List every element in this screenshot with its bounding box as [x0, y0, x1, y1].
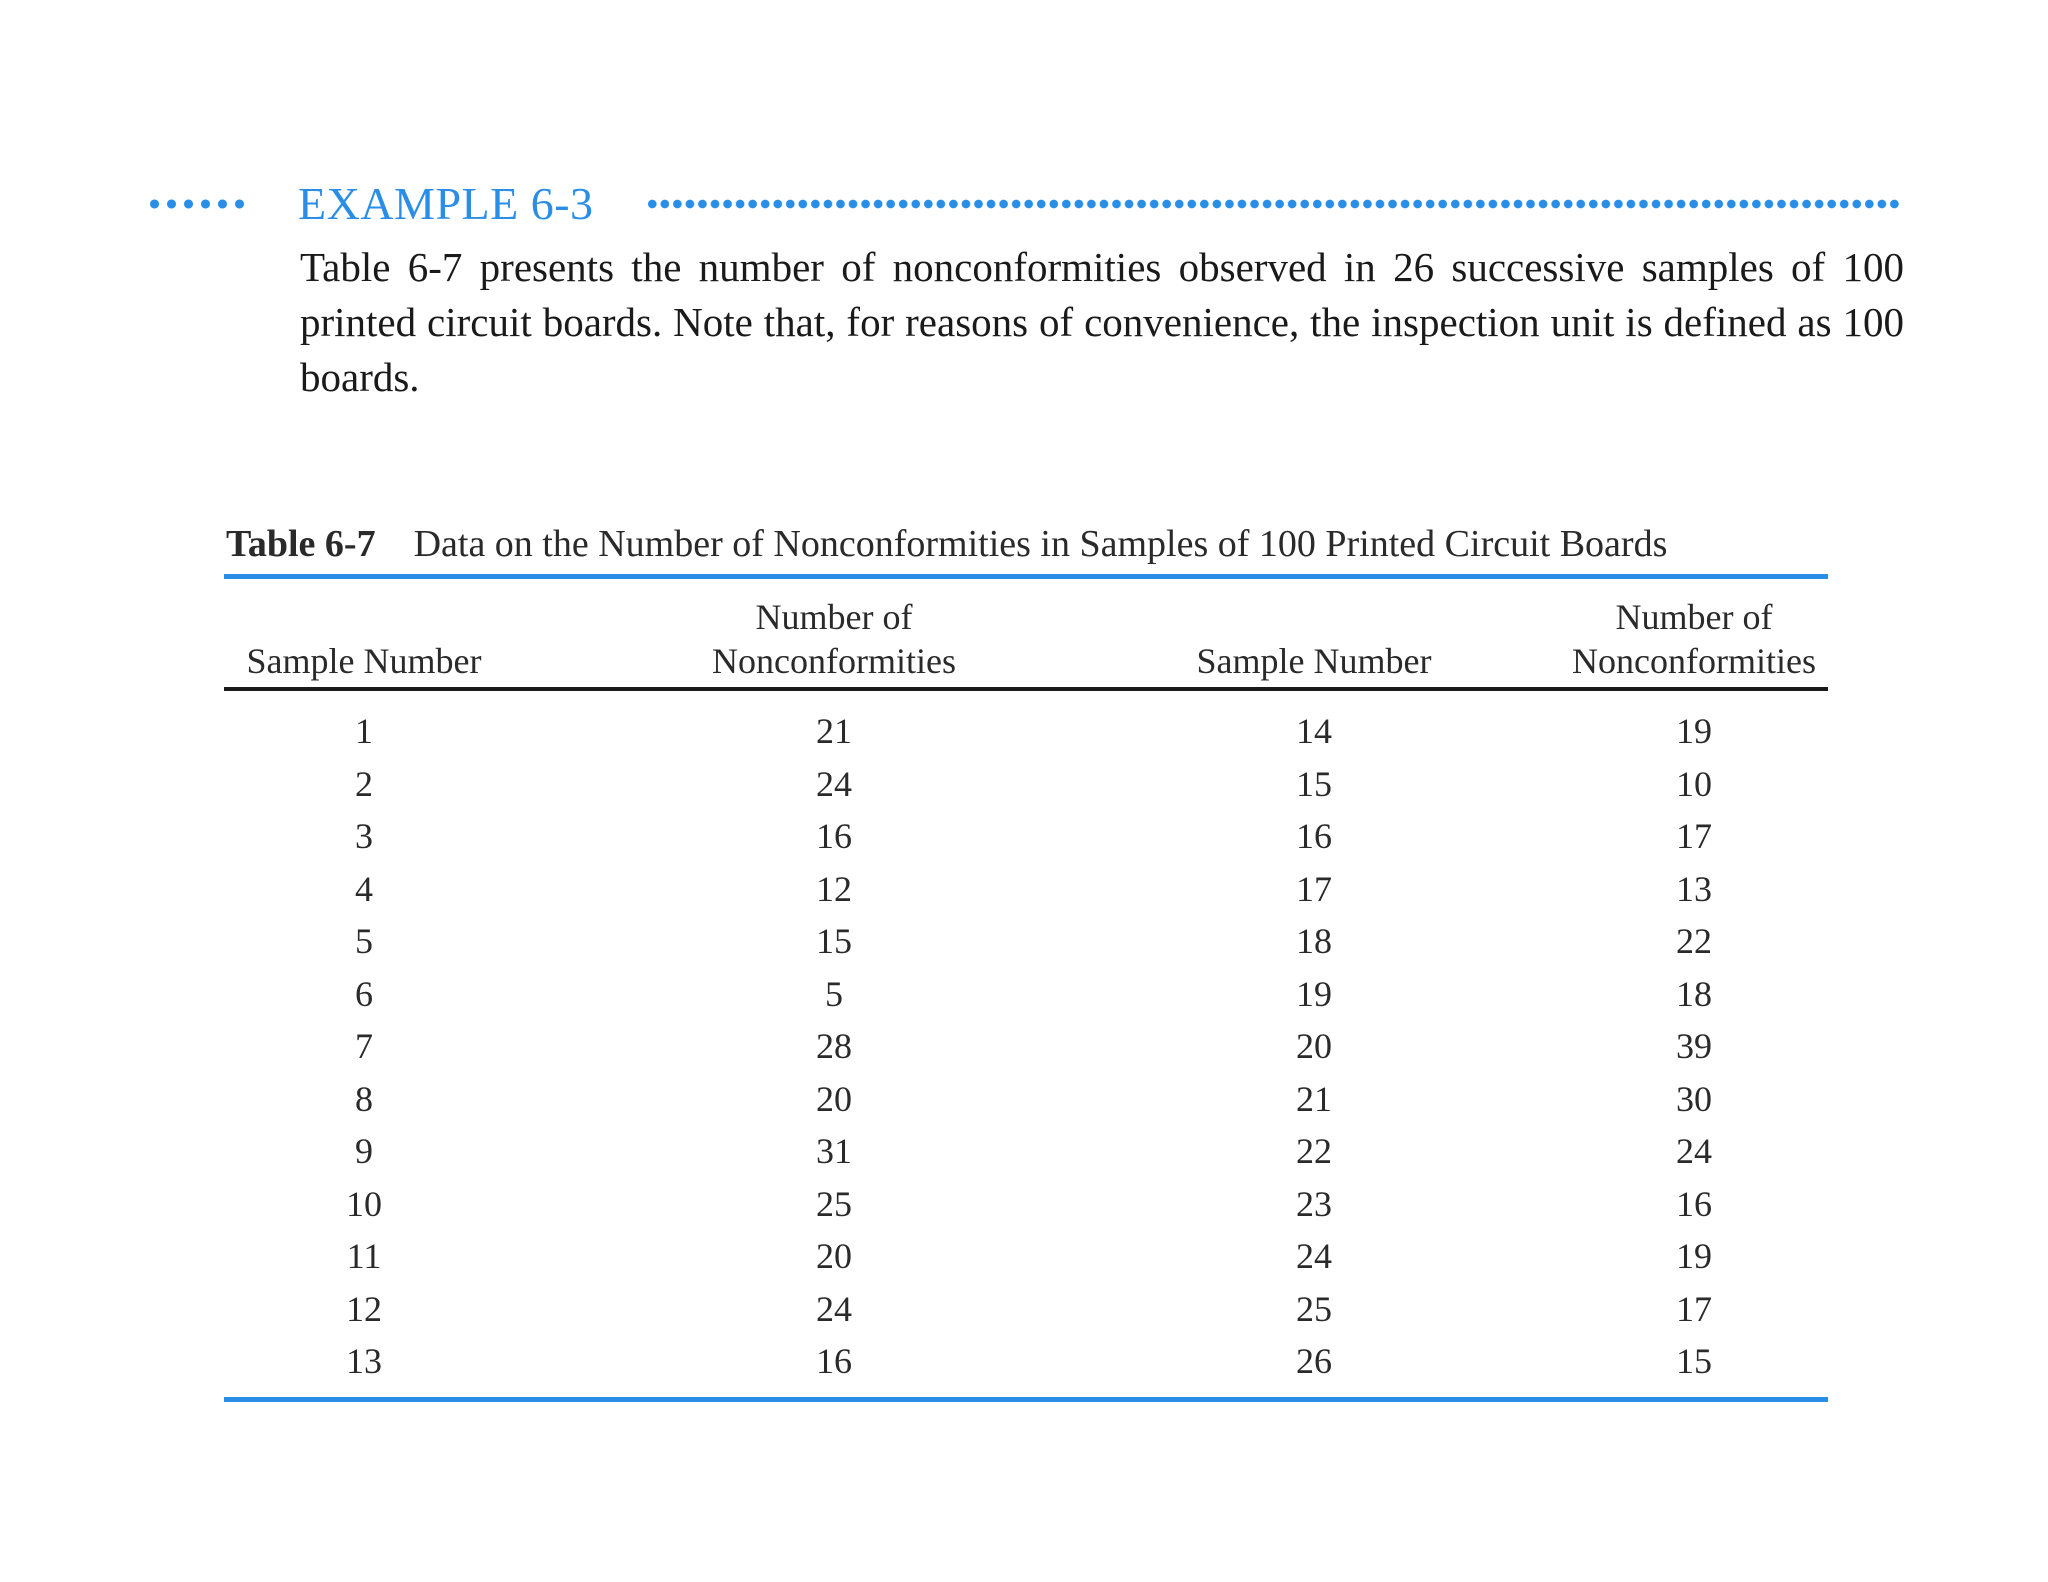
table-caption	[226, 516, 1826, 572]
nonconformities-cell: 30	[1676, 1078, 1712, 1119]
example-title: EXAMPLE 6-3	[298, 178, 594, 229]
sample-number-cell: 17	[1296, 868, 1332, 909]
nonconformities-cell: 16	[816, 816, 852, 856]
table-row	[224, 810, 1828, 863]
header-nonconformities-1	[644, 595, 1024, 683]
table-row	[224, 1230, 1828, 1283]
header-nonconformities-2	[1564, 595, 1824, 683]
nonconformities-cell: 13	[1676, 868, 1712, 909]
sample-number-cell: 22	[1296, 1131, 1332, 1171]
nonconformities-cell: 24	[816, 763, 852, 804]
header-sample-number-1: Sample Number	[246, 641, 482, 681]
nonconformities-cell: 19	[1676, 711, 1712, 751]
table-row	[224, 705, 1828, 758]
sample-number-cell: 23	[1296, 1183, 1332, 1224]
table-row	[224, 863, 1828, 916]
table-label: Table 6-7	[226, 523, 376, 565]
sample-number-cell: 16	[1296, 816, 1332, 856]
header-nonconformities-2-line2: Nonconformities	[1572, 641, 1816, 681]
sample-number-cell: 12	[346, 1288, 382, 1329]
sample-number-cell: 20	[1296, 1026, 1332, 1066]
dotted-rule-right	[646, 198, 1902, 210]
sample-number-cell: 25	[1296, 1288, 1332, 1329]
table-row	[224, 1125, 1828, 1178]
sample-number-cell: 14	[1296, 711, 1332, 751]
sample-number-cell: 7	[355, 1026, 373, 1066]
sample-number-cell: 2	[355, 763, 373, 804]
table-row	[224, 1073, 1828, 1126]
nonconformities-cell: 17	[1676, 816, 1712, 856]
sample-number-cell: 6	[355, 973, 373, 1014]
header-nonconformities-1-line1: Number of	[755, 597, 913, 637]
header-nonconformities-2-line1: Number of	[1615, 597, 1773, 637]
nonconformities-cell: 17	[1676, 1288, 1712, 1329]
nonconformities-cell: 16	[816, 1341, 852, 1381]
example-body-text: Table 6-7 presents the number of nonconformities observed in 26 successive samples of 100 printed circuit boards. Note that, for reasons of convenience, the inspection unit is defined as 100 boards.	[300, 244, 1904, 400]
table-row	[224, 1020, 1828, 1073]
table-row	[224, 1335, 1828, 1388]
sample-number-cell: 21	[1296, 1078, 1332, 1119]
table-row	[224, 758, 1828, 811]
table-row	[224, 1178, 1828, 1231]
nonconformities-cell: 21	[816, 711, 852, 751]
table-caption-text: Data on the Number of Nonconformities in Samples of 100 Printed Circuit Boards	[413, 523, 1668, 565]
example-header	[146, 176, 1900, 236]
nonconformities-cell: 31	[816, 1131, 852, 1171]
nonconformities-cell: 20	[816, 1078, 852, 1119]
nonconformities-cell: 19	[1676, 1236, 1712, 1276]
sample-number-cell: 26	[1296, 1341, 1332, 1381]
sample-number-cell: 13	[346, 1341, 382, 1381]
nonconformities-cell: 16	[1676, 1183, 1712, 1224]
nonconformities-cell: 15	[1676, 1341, 1712, 1381]
sample-number-cell: 18	[1296, 921, 1332, 961]
nonconformities-cell: 15	[816, 921, 852, 961]
sample-number-cell: 1	[355, 711, 373, 751]
nonconformities-cell: 28	[816, 1026, 852, 1066]
sample-number-cell: 15	[1296, 763, 1332, 804]
sample-number-cell: 9	[355, 1131, 373, 1171]
table-row	[224, 968, 1828, 1021]
nonconformities-cell: 5	[825, 973, 843, 1014]
nonconformities-cell: 20	[816, 1236, 852, 1276]
sample-number-cell: 8	[355, 1078, 373, 1119]
table-header	[224, 579, 1828, 691]
sample-number-cell: 11	[346, 1236, 382, 1276]
nonconformities-cell: 12	[816, 868, 852, 909]
nonconformities-table	[224, 574, 1828, 1402]
sample-number-cell: 3	[355, 816, 373, 856]
nonconformities-cell: 24	[816, 1288, 852, 1329]
sample-number-cell: 19	[1296, 973, 1332, 1014]
table-row	[224, 915, 1828, 968]
table-row	[224, 1283, 1828, 1336]
sample-number-cell: 10	[346, 1183, 382, 1224]
dotted-rule-left	[146, 198, 250, 210]
header-sample-number-2: Sample Number	[1196, 641, 1432, 681]
nonconformities-cell: 39	[1676, 1026, 1712, 1066]
header-nonconformities-1-line2: Nonconformities	[712, 641, 956, 681]
nonconformities-cell: 18	[1676, 973, 1712, 1014]
nonconformities-cell: 24	[1676, 1131, 1712, 1171]
sample-number-cell: 4	[355, 868, 373, 909]
nonconformities-cell: 22	[1676, 921, 1712, 961]
sample-number-cell: 5	[355, 921, 373, 961]
nonconformities-cell: 25	[816, 1183, 852, 1224]
sample-number-cell: 24	[1296, 1236, 1332, 1276]
nonconformities-cell: 10	[1676, 763, 1712, 804]
